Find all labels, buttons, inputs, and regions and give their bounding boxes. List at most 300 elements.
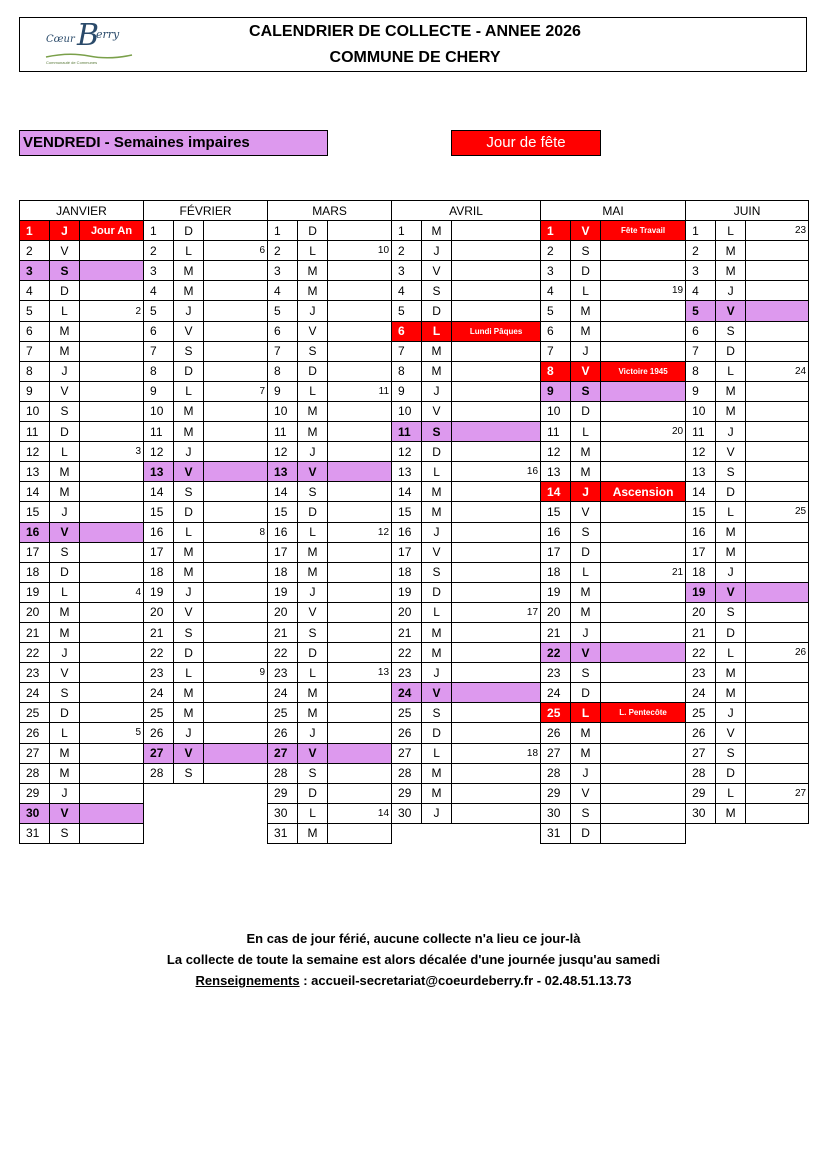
note-cell [80,482,144,502]
day-letter: S [422,281,452,301]
note-cell [328,582,392,602]
day-letter: S [50,683,80,703]
day-number: 19 [686,582,716,602]
note-cell [601,401,686,421]
day-letter: M [174,562,204,582]
day-number: 15 [144,502,174,522]
day-number: 6 [268,321,298,341]
note-cell [328,301,392,321]
legend-holiday: Jour de fête [451,130,601,156]
day-number: 4 [686,281,716,301]
day-letter: M [716,803,746,823]
week-number: 27 [746,783,809,803]
day-letter: L [298,663,328,683]
note-cell [452,663,541,683]
day-letter: V [716,301,746,321]
day-letter: M [571,462,601,482]
day-number: 2 [268,241,298,261]
day-letter: S [174,622,204,642]
note-cell [328,442,392,462]
note-cell [328,482,392,502]
day-letter: J [50,502,80,522]
note-cell [328,462,392,482]
week-number: 8 [204,522,268,542]
day-letter: D [716,341,746,361]
day-letter: J [50,221,80,241]
day-letter: J [298,301,328,321]
day-number: 15 [268,502,298,522]
note-cell [746,422,809,442]
day-letter: J [571,482,601,502]
empty-cell [452,823,541,843]
note-cell [80,542,144,562]
week-number: 23 [746,221,809,241]
day-letter: V [571,361,601,381]
day-number: 9 [144,381,174,401]
note-cell [601,341,686,361]
note-cell [452,502,541,522]
note-cell [204,683,268,703]
info-text: : accueil-secretariat@coeurdeberry.fr - 02.48.51.13.73 [299,973,632,988]
week-number: 6 [204,241,268,261]
day-number: 13 [392,462,422,482]
day-letter: D [50,281,80,301]
day-letter: D [174,361,204,381]
day-letter: L [571,703,601,723]
day-letter: S [174,341,204,361]
empty-cell [174,823,204,843]
day-number: 1 [686,221,716,241]
footer-line-1: En cas de jour férié, aucune collecte n'a lieu ce jour-là [246,931,581,946]
week-number: 9 [204,663,268,683]
week-number: 20 [601,422,686,442]
day-number: 17 [144,542,174,562]
month-header: FÉVRIER [144,201,268,221]
day-number: 8 [20,361,50,381]
day-letter: M [298,281,328,301]
day-letter: M [174,542,204,562]
day-letter: D [50,422,80,442]
note-cell [601,241,686,261]
day-number: 3 [686,261,716,281]
day-number: 29 [268,783,298,803]
note-cell [328,683,392,703]
day-number: 21 [541,622,571,642]
day-number: 7 [20,341,50,361]
note-cell [328,622,392,642]
day-number: 3 [144,261,174,281]
day-letter: M [716,241,746,261]
day-letter: J [298,723,328,743]
day-number: 25 [541,703,571,723]
empty-cell [204,783,268,803]
note-cell [746,562,809,582]
day-number: 17 [541,542,571,562]
note-cell [80,562,144,582]
day-letter: D [571,683,601,703]
day-number: 14 [686,482,716,502]
day-letter: L [422,462,452,482]
note-cell [452,803,541,823]
day-letter: J [716,703,746,723]
note-cell [204,502,268,522]
day-letter: V [716,582,746,602]
day-letter: S [571,522,601,542]
month-header-row [20,201,809,221]
day-letter: M [422,622,452,642]
day-number: 31 [268,823,298,843]
note-cell [601,783,686,803]
note-cell [746,482,809,502]
day-number: 13 [686,462,716,482]
day-number: 29 [20,783,50,803]
week-number: 2 [80,301,144,321]
week-number: 13 [328,663,392,683]
day-letter: V [422,261,452,281]
day-number: 27 [144,743,174,763]
day-number: 9 [20,381,50,401]
day-letter: M [174,401,204,421]
day-letter: V [716,442,746,462]
month-header: JUIN [686,201,809,221]
day-letter: D [298,502,328,522]
day-letter: M [422,221,452,241]
note-cell [746,401,809,421]
note-cell [80,703,144,723]
day-number: 9 [392,381,422,401]
day-letter: D [422,582,452,602]
day-number: 7 [392,341,422,361]
day-letter: V [571,502,601,522]
note-cell [452,763,541,783]
day-letter: D [571,542,601,562]
note-cell [328,703,392,723]
day-number: 10 [686,401,716,421]
day-letter: M [174,683,204,703]
note-cell [746,803,809,823]
day-letter: D [571,261,601,281]
day-letter: M [422,763,452,783]
day-number: 19 [392,582,422,602]
day-letter: M [298,422,328,442]
day-number: 28 [268,763,298,783]
day-number: 28 [144,763,174,783]
empty-cell [144,803,174,823]
calendar-row [20,422,809,442]
month-header: JANVIER [20,201,144,221]
day-number: 16 [20,522,50,542]
note-cell [204,261,268,281]
day-number: 10 [268,401,298,421]
day-number: 22 [392,643,422,663]
note-cell [601,743,686,763]
day-number: 22 [541,643,571,663]
empty-cell [174,783,204,803]
day-number: 30 [20,803,50,823]
note-cell [452,341,541,361]
day-number: 8 [144,361,174,381]
note-cell [80,401,144,421]
note-cell [204,401,268,421]
note-cell [601,522,686,542]
note-cell [746,261,809,281]
day-number: 25 [268,703,298,723]
day-letter: M [422,783,452,803]
day-letter: M [298,683,328,703]
day-number: 11 [541,422,571,442]
note-cell [204,542,268,562]
day-number: 18 [268,562,298,582]
note-cell [746,442,809,462]
footer [0,928,827,991]
day-number: 24 [392,683,422,703]
day-number: 18 [392,562,422,582]
day-letter: V [298,462,328,482]
week-number: 24 [746,361,809,381]
day-number: 13 [268,462,298,482]
calendar-row [20,763,809,783]
day-number: 23 [392,663,422,683]
day-number: 1 [541,221,571,241]
note-cell [328,542,392,562]
day-letter: J [571,341,601,361]
day-number: 9 [541,381,571,401]
day-number: 4 [541,281,571,301]
note-cell [204,562,268,582]
day-number: 17 [686,542,716,562]
day-number: 28 [20,763,50,783]
note-cell [452,221,541,241]
empty-cell [204,803,268,823]
week-number: 4 [80,582,144,602]
note-cell [746,663,809,683]
note-cell [204,602,268,622]
day-letter: J [422,241,452,261]
day-number: 24 [20,683,50,703]
note-cell [204,582,268,602]
note-cell [204,281,268,301]
day-letter: J [571,763,601,783]
day-number: 5 [541,301,571,321]
day-number: 11 [268,422,298,442]
day-number: 24 [144,683,174,703]
day-letter: S [50,542,80,562]
day-number: 24 [541,683,571,703]
day-letter: D [174,643,204,663]
day-number: 10 [20,401,50,421]
note-cell [601,823,686,843]
day-letter: M [174,261,204,281]
day-letter: S [571,663,601,683]
note-cell [328,723,392,743]
note-cell [80,783,144,803]
note-cell [746,703,809,723]
day-number: 2 [686,241,716,261]
calendar-row [20,643,809,663]
day-number: 5 [20,301,50,321]
day-number: 30 [392,803,422,823]
day-letter: M [571,321,601,341]
calendar-row [20,221,809,241]
day-letter: D [422,301,452,321]
note-cell [80,622,144,642]
note-cell [80,261,144,281]
day-number: 13 [541,462,571,482]
day-letter: D [298,643,328,663]
day-letter: V [174,462,204,482]
day-number: 6 [392,321,422,341]
day-number: 5 [144,301,174,321]
day-letter: V [298,602,328,622]
note-cell [746,281,809,301]
day-letter: J [298,582,328,602]
note-cell [328,783,392,803]
day-number: 17 [20,542,50,562]
day-number: 10 [144,401,174,421]
calendar-row [20,401,809,421]
note-cell [80,763,144,783]
day-number: 14 [20,482,50,502]
day-letter: M [571,301,601,321]
note-cell [80,502,144,522]
note-cell [746,683,809,703]
day-letter: M [298,823,328,843]
day-letter: L [716,502,746,522]
day-letter: S [716,602,746,622]
day-number: 17 [392,542,422,562]
day-letter: M [422,341,452,361]
day-number: 22 [20,643,50,663]
empty-cell [392,823,422,843]
day-number: 6 [144,321,174,341]
day-number: 20 [268,602,298,622]
day-letter: J [174,582,204,602]
note-cell [601,582,686,602]
day-number: 1 [144,221,174,241]
note-cell [746,542,809,562]
day-number: 29 [392,783,422,803]
note-cell [328,823,392,843]
note-cell [452,542,541,562]
week-number: 17 [452,602,541,622]
empty-cell [204,823,268,843]
day-number: 22 [268,643,298,663]
day-letter: J [422,381,452,401]
day-letter: L [716,361,746,381]
holiday-label: Victoire 1945 [601,361,686,381]
day-number: 15 [686,502,716,522]
note-cell [452,381,541,401]
note-cell [601,622,686,642]
day-number: 18 [541,562,571,582]
day-letter: S [571,381,601,401]
note-cell [452,783,541,803]
note-cell [746,763,809,783]
day-letter: M [716,401,746,421]
day-letter: J [422,663,452,683]
note-cell [452,422,541,442]
week-number: 11 [328,381,392,401]
day-letter: J [298,442,328,462]
day-number: 8 [541,361,571,381]
note-cell [746,743,809,763]
day-number: 26 [268,723,298,743]
note-cell [80,803,144,823]
note-cell [746,582,809,602]
note-cell [746,723,809,743]
day-number: 30 [268,803,298,823]
day-letter: M [716,683,746,703]
day-letter: S [571,241,601,261]
note-cell [746,301,809,321]
day-number: 27 [541,743,571,763]
day-letter: L [298,803,328,823]
day-letter: M [571,723,601,743]
day-number: 15 [541,502,571,522]
day-number: 13 [144,462,174,482]
note-cell [204,763,268,783]
day-number: 3 [541,261,571,281]
day-letter: M [298,261,328,281]
day-number: 7 [144,341,174,361]
day-number: 11 [392,422,422,442]
day-number: 2 [392,241,422,261]
calendar-row [20,462,809,482]
day-letter: M [716,522,746,542]
day-number: 25 [686,703,716,723]
week-number: 25 [746,502,809,522]
note-cell [452,401,541,421]
day-number: 11 [144,422,174,442]
week-number: 26 [746,643,809,663]
note-cell [328,401,392,421]
note-cell [601,381,686,401]
day-letter: J [174,442,204,462]
day-letter: M [571,602,601,622]
note-cell [601,462,686,482]
note-cell [204,442,268,462]
day-letter: L [422,743,452,763]
day-letter: M [298,703,328,723]
day-letter: L [174,381,204,401]
day-number: 19 [20,582,50,602]
day-letter: M [422,643,452,663]
day-number: 14 [541,482,571,502]
logo [42,18,132,70]
day-letter: M [571,442,601,462]
note-cell [328,743,392,763]
day-number: 8 [686,361,716,381]
day-number: 8 [392,361,422,381]
day-number: 23 [268,663,298,683]
day-number: 6 [541,321,571,341]
day-letter: V [298,321,328,341]
day-letter: M [50,462,80,482]
day-number: 20 [686,602,716,622]
day-number: 22 [686,643,716,663]
day-number: 27 [686,743,716,763]
day-number: 4 [144,281,174,301]
note-cell [328,221,392,241]
day-number: 5 [392,301,422,321]
day-letter: D [422,723,452,743]
empty-cell [174,803,204,823]
logo-wave-icon [44,52,134,60]
day-letter: V [174,321,204,341]
note-cell [601,542,686,562]
day-letter: V [298,743,328,763]
note-cell [328,562,392,582]
